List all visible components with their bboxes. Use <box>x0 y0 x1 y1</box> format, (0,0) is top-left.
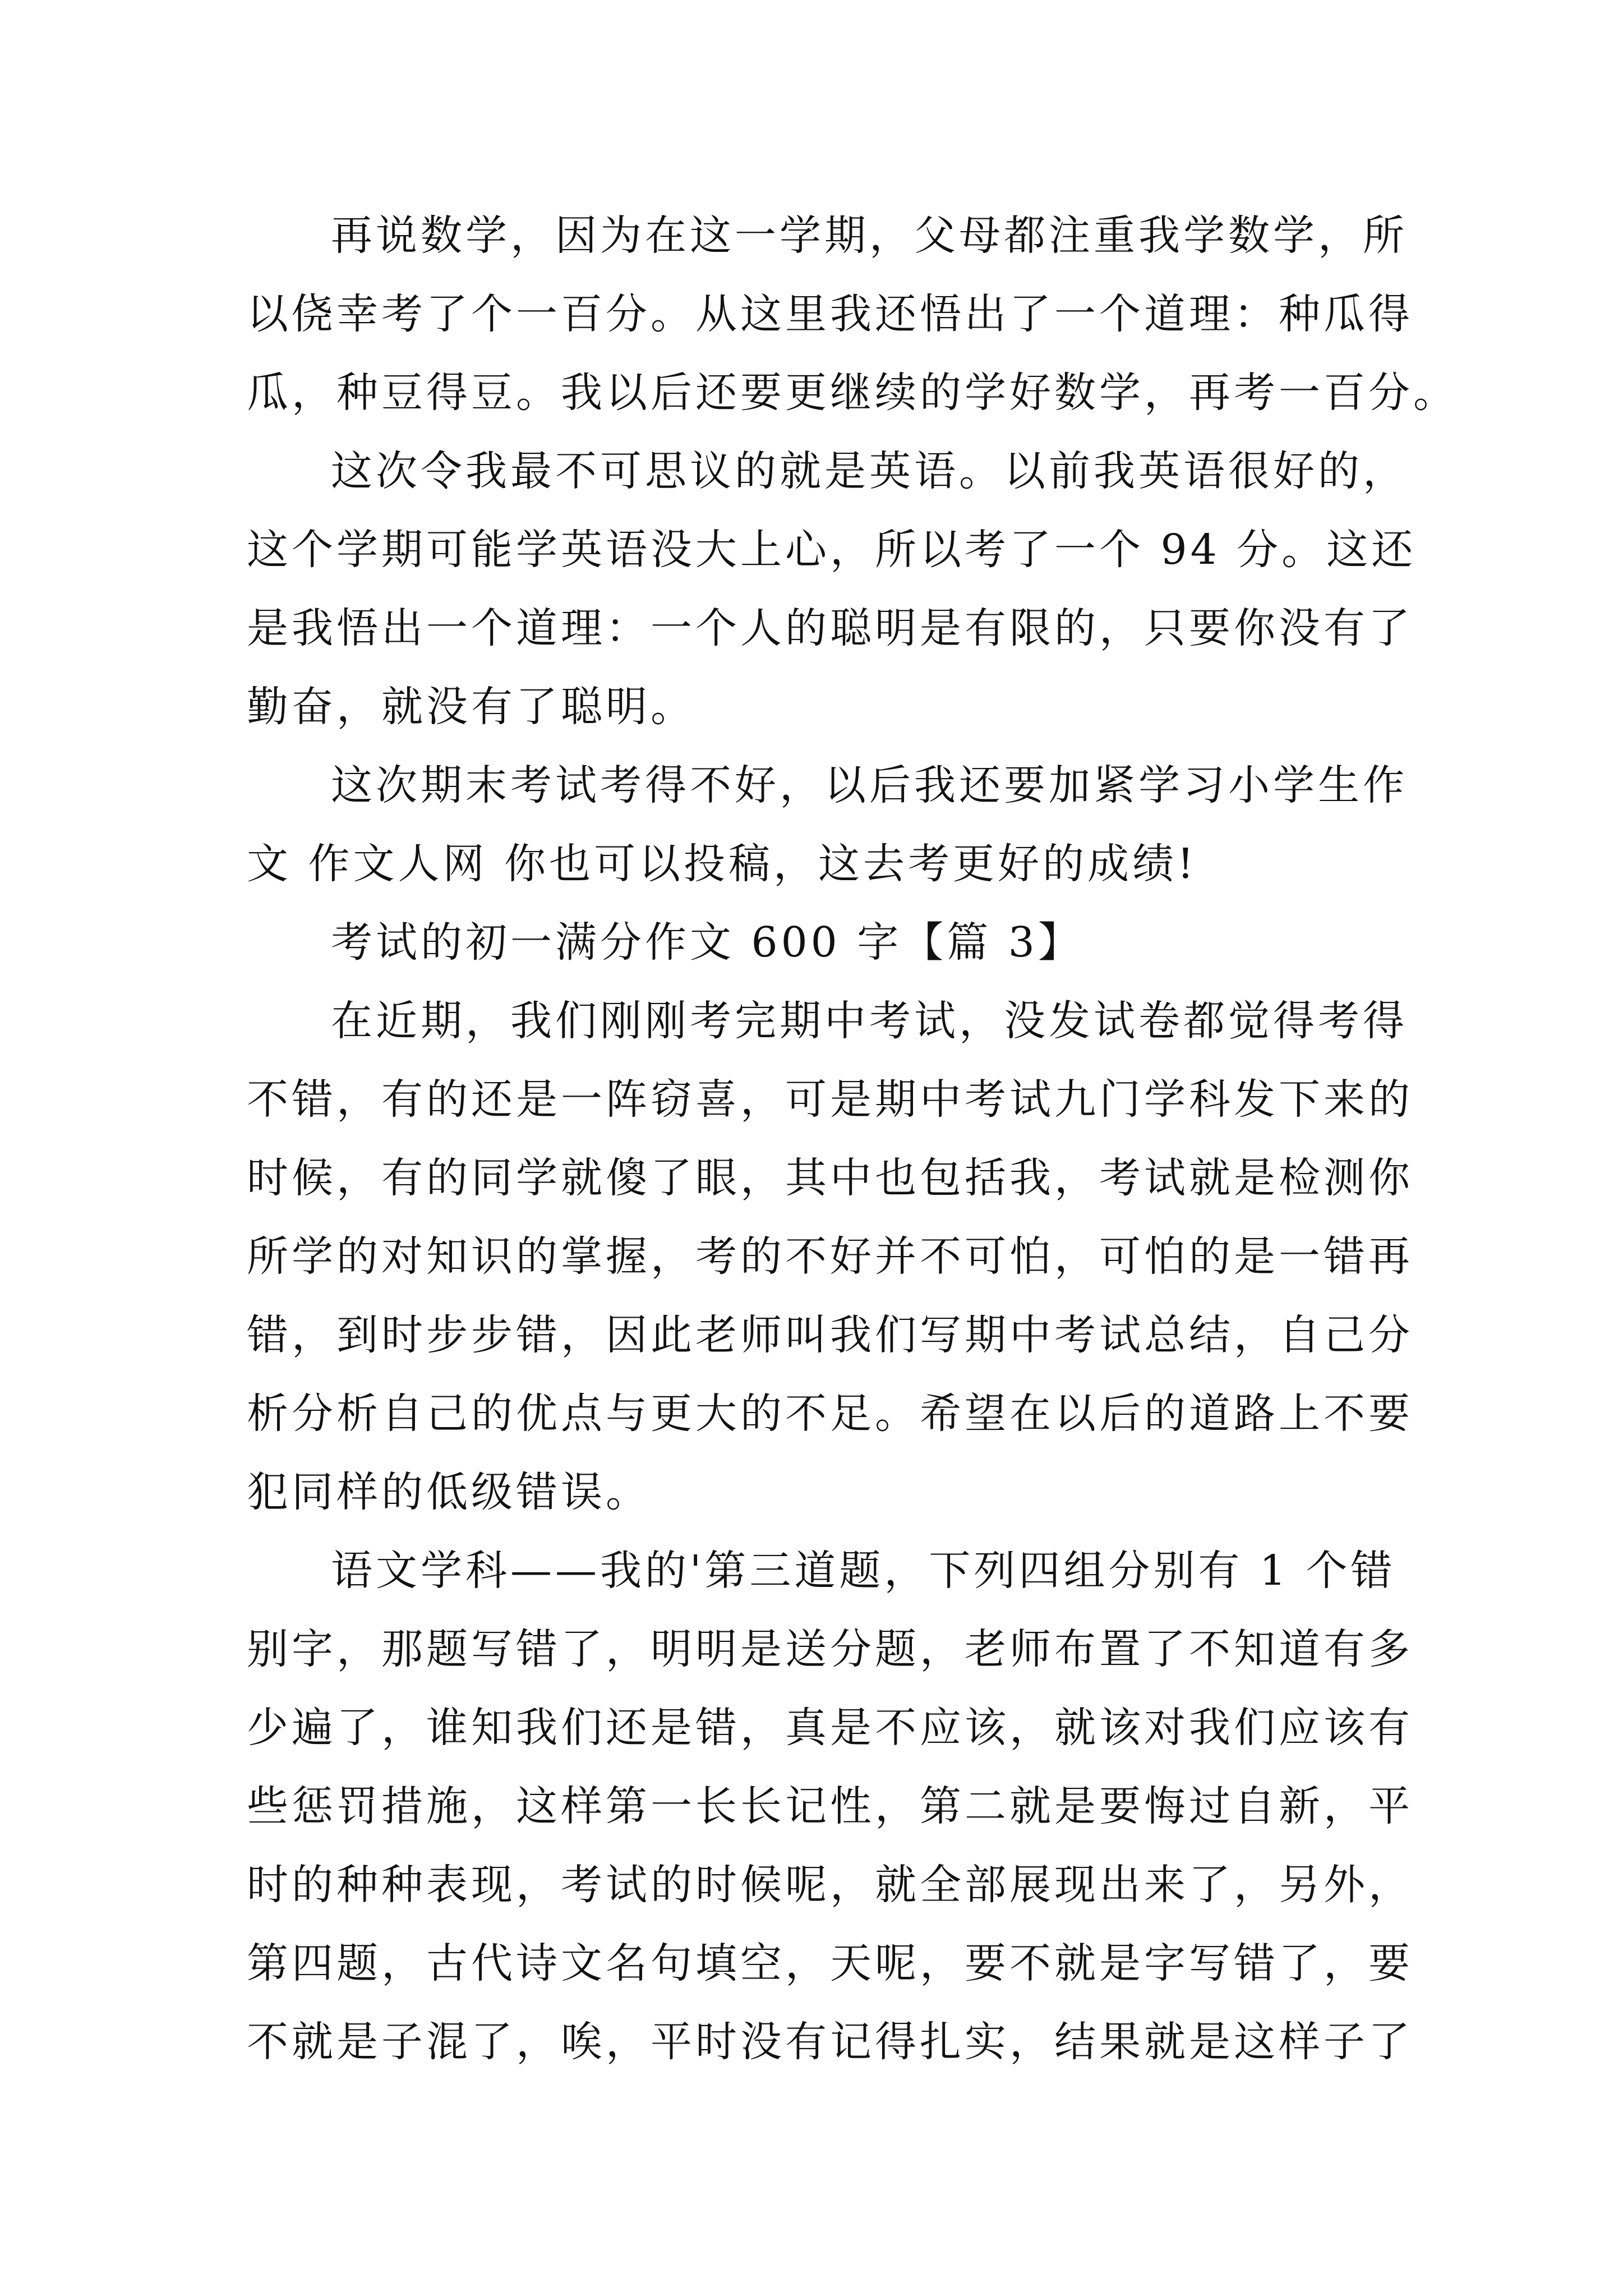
text-line: 以侥幸考了个一百分。从这里我还悟出了一个道理：种瓜得 <box>247 290 1413 338</box>
section-heading: 考试的初一满分作文 600 字【篇 3】 <box>331 918 1083 967</box>
essay-body <box>247 196 1458 2081</box>
text-line: 这次令我最不可思议的就是英语。以前我英语很好的， <box>331 447 1408 495</box>
text-line: 这个学期可能学英语没大上心，所以考了一个 94 分。这还 <box>247 526 1417 574</box>
text-line: 时候，有的同学就傻了眼，其中也包括我，考试就是检测你 <box>247 1154 1413 1202</box>
text-line: 别字，那题写错了，明明是送分题，老师布置了不知道有多 <box>247 1625 1413 1673</box>
text-line: 在近期，我们刚刚考完期中考试，没发试卷都觉得考得 <box>331 997 1408 1045</box>
text-line: 这次期末考试考得不好，以后我还要加紧学习小学生作 <box>331 761 1408 809</box>
text-line: 第四题，古代诗文名句填空，天呢，要不就是字写错了，要 <box>247 1939 1413 1987</box>
text-line: 时的种种表现，考试的时候呢，就全部展现出来了，另外， <box>247 1861 1413 1909</box>
text-line: 犯同样的低级错误。 <box>247 1468 651 1516</box>
text-line: 析分析自己的优点与更大的不足。希望在以后的道路上不要 <box>247 1389 1413 1438</box>
text-line: 不错，有的还是一阵窃喜，可是期中考试九门学科发下来的 <box>247 1075 1413 1124</box>
text-line: 不就是子混了，唉，平时没有记得扎实，结果就是这样子了 <box>247 2018 1413 2066</box>
text-line: 些惩罚措施，这样第一长长记性，第二就是要悔过自新，平 <box>247 1782 1413 1830</box>
text-line: 所学的对知识的掌握，考的不好并不可怕，可怕的是一错再 <box>247 1232 1413 1281</box>
text-line: 语文学科——我的'第三道题，下列四组分别有 1 个错 <box>331 1547 1396 1595</box>
text-line: 是我悟出一个道理：一个人的聪明是有限的，只要你没有了 <box>247 604 1413 652</box>
text-line: 瓜，种豆得豆。我以后还要更继续的学好数学，再考一百分。 <box>247 369 1458 417</box>
text-line: 再说数学，因为在这一学期，父母都注重我学数学，所 <box>331 211 1408 260</box>
text-line: 少遍了，谁知我们还是错，真是不应该，就该对我们应该有 <box>247 1704 1413 1752</box>
text-line: 勤奋，就没有了聪明。 <box>247 683 695 731</box>
text-line: 错，到时步步错，因此老师叫我们写期中考试总结，自己分 <box>247 1311 1413 1359</box>
text-line: 文 作文人网 你也可以投稿，这去考更好的成绩! <box>247 840 1197 888</box>
